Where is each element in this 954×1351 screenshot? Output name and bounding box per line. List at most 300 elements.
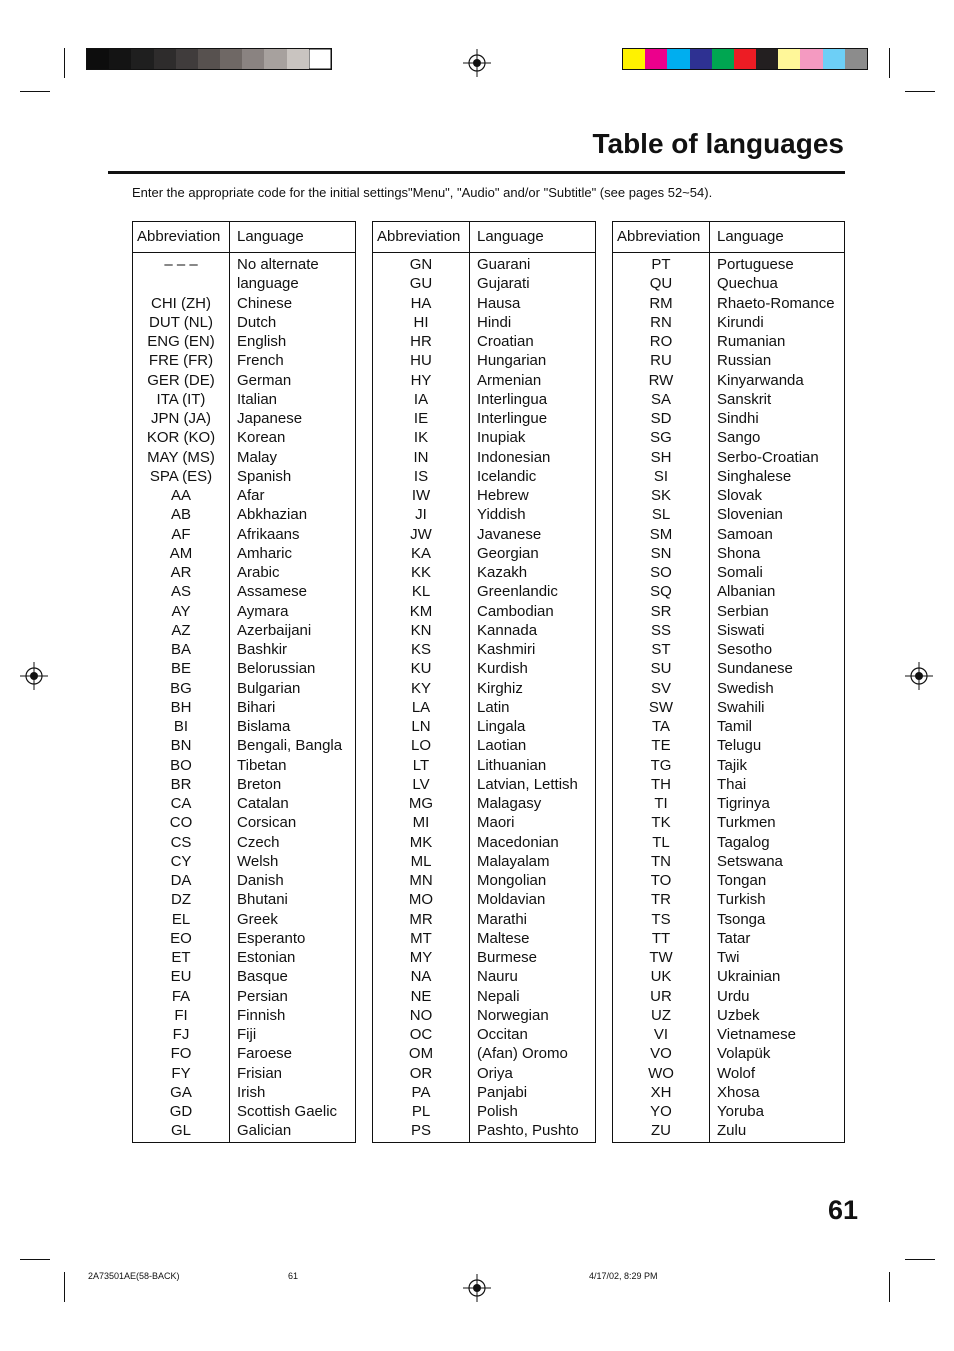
abbreviation-cell: SG	[650, 429, 672, 447]
abbreviation-cell: OM	[408, 1045, 434, 1063]
abbreviation-cell: EO	[170, 929, 192, 947]
abbreviation-cell: RM	[649, 294, 673, 312]
abbreviation-cell: DA	[170, 872, 192, 889]
table-row	[613, 1044, 844, 1063]
language-cell: Tagalog	[717, 833, 770, 851]
table-body	[613, 255, 844, 1141]
crop-mark	[20, 1259, 50, 1260]
table-row	[373, 602, 595, 621]
abbreviation-cell: PA	[411, 1083, 431, 1101]
language-cell: Lithuanian	[477, 756, 547, 774]
abbreviation-cell: LO	[410, 737, 431, 755]
abbreviation-cell: SPA (ES)	[149, 467, 213, 485]
table-row	[613, 987, 844, 1006]
language-cell: Faroese	[237, 1045, 293, 1063]
footer-job-id: 2A73501AE(58-BACK)	[88, 1271, 180, 1281]
table-body	[133, 255, 355, 1141]
language-cell: Interlingua	[477, 390, 548, 408]
table-row	[133, 640, 355, 659]
abbreviation-cell: AY	[171, 602, 191, 620]
table-row	[613, 775, 844, 794]
table-row	[133, 428, 355, 447]
color-swatch	[623, 49, 645, 69]
abbreviation-cell: BI	[173, 718, 189, 735]
table-row	[613, 486, 844, 505]
table-row	[613, 505, 844, 524]
language-cell: Wolof	[717, 1064, 756, 1082]
abbreviation-cell: HA	[410, 294, 432, 312]
registration-mark-icon	[905, 662, 933, 690]
language-cell: Afar	[237, 487, 265, 504]
table-row	[613, 1083, 844, 1102]
abbreviation-cell: SI	[653, 467, 669, 485]
abbreviation-cell: BO	[170, 756, 192, 774]
table-row	[133, 871, 355, 890]
abbreviation-cell: CS	[170, 833, 192, 851]
abbreviation-cell: XH	[650, 1083, 672, 1101]
table-row	[133, 794, 355, 813]
language-cell: Japanese	[237, 410, 303, 427]
cmyk-color-bar	[622, 48, 868, 70]
table-row	[373, 679, 595, 698]
language-cell: Singhalese	[717, 467, 792, 485]
crop-mark	[889, 48, 890, 78]
table-row	[613, 428, 844, 447]
language-cell: Chinese	[237, 294, 293, 312]
table-row	[133, 698, 355, 717]
crop-mark	[64, 48, 65, 78]
abbreviation-cell: DUT (NL)	[149, 313, 213, 331]
abbreviation-cell: AA	[170, 487, 191, 504]
registration-mark-icon	[463, 1274, 491, 1302]
abbreviation-cell: EL	[171, 910, 191, 928]
language-cell: Thai	[717, 775, 747, 793]
abbreviation-cell: JW	[410, 525, 432, 543]
table-row	[613, 409, 844, 428]
table-row	[133, 813, 355, 832]
language-cell: Greek	[237, 910, 278, 928]
abbreviation-cell: SQ	[650, 583, 672, 601]
table-row	[373, 467, 595, 486]
color-swatch	[176, 49, 198, 69]
table-row	[613, 679, 844, 698]
language-cell: Tatar	[717, 929, 751, 947]
table-row	[133, 833, 355, 852]
table-row	[133, 948, 355, 967]
abbreviation-cell: IW	[411, 487, 431, 504]
language-cell: Albanian	[717, 583, 776, 601]
language-cell: Yiddish	[477, 506, 526, 524]
table-row	[133, 1121, 355, 1140]
table-row	[133, 313, 355, 332]
header-abbreviation: Abbreviation	[617, 228, 701, 245]
language-cell: Polish	[477, 1103, 518, 1120]
table-row	[613, 852, 844, 871]
abbreviation-cell: RU	[650, 352, 672, 370]
table-row	[613, 332, 844, 351]
language-cell: Cambodian	[477, 602, 554, 620]
grayscale-color-bar	[86, 48, 332, 70]
abbreviation-cell: LA	[411, 698, 431, 716]
table-row	[133, 852, 355, 871]
language-cell: Tajik	[717, 756, 748, 774]
table-row	[613, 756, 844, 775]
table-row	[373, 640, 595, 659]
abbreviation-cell: EU	[170, 968, 192, 986]
language-cell: Portuguese	[717, 256, 794, 273]
table-row	[613, 467, 844, 486]
abbreviation-cell: KOR (KO)	[146, 429, 216, 447]
language-cell: Norwegian	[477, 1006, 549, 1024]
abbreviation-cell: BH	[170, 698, 192, 716]
abbreviation-cell: JPN (JA)	[151, 410, 211, 427]
abbreviation-cell: UZ	[651, 1006, 671, 1024]
abbreviation-cell: RN	[650, 313, 672, 331]
table-row	[613, 967, 844, 986]
language-cell: Yoruba	[717, 1103, 764, 1120]
table-row	[133, 736, 355, 755]
table-row	[133, 486, 355, 505]
language-cell: Pashto, Pushto	[477, 1122, 579, 1140]
table-row	[373, 332, 595, 351]
abbreviation-cell: JI	[415, 506, 427, 524]
color-swatch	[845, 49, 867, 69]
registration-mark-icon	[20, 662, 48, 690]
abbreviation-cell: HR	[410, 333, 432, 350]
abbreviation-cell: GU	[409, 275, 433, 293]
abbreviation-cell: BN	[170, 737, 192, 755]
abbreviation-cell: TH	[651, 775, 671, 793]
abbreviation-cell: CA	[170, 795, 192, 812]
abbreviation-cell: MT	[410, 929, 432, 947]
color-swatch	[823, 49, 845, 69]
abbreviation-cell: CY	[170, 852, 192, 870]
abbreviation-cell: KL	[411, 583, 431, 601]
table-row	[373, 698, 595, 717]
abbreviation-cell: WO	[648, 1064, 674, 1082]
language-cell: Setswana	[717, 852, 783, 870]
header-language: Language	[237, 228, 304, 245]
table-row	[133, 621, 355, 640]
table-row	[373, 294, 595, 313]
table-row	[133, 563, 355, 582]
table-row	[373, 987, 595, 1006]
table-row	[613, 794, 844, 813]
table-row	[613, 255, 844, 274]
language-cell: Javanese	[477, 525, 542, 543]
table-body	[373, 255, 595, 1141]
language-cell: Estonian	[237, 949, 296, 966]
table-row	[133, 505, 355, 524]
table-row	[613, 640, 844, 659]
language-cell: Latvian, Lettish	[477, 775, 578, 793]
table-row	[133, 371, 355, 390]
registration-mark-icon	[463, 49, 491, 77]
table-row	[133, 1025, 355, 1044]
color-swatch	[109, 49, 131, 69]
abbreviation-cell: MG	[408, 795, 434, 812]
abbreviation-cell: TR	[651, 891, 671, 909]
language-cell: Frisian	[237, 1064, 283, 1082]
language-cell: Rhaeto-Romance	[717, 294, 835, 312]
abbreviation-cell: GL	[170, 1122, 191, 1140]
abbreviation-cell: NO	[409, 1006, 433, 1024]
abbreviation-cell: ET	[171, 949, 191, 966]
abbreviation-cell: FY	[171, 1064, 191, 1082]
table-row	[133, 467, 355, 486]
table-row	[613, 1025, 844, 1044]
language-cell: Uzbek	[717, 1006, 760, 1024]
title-rule	[108, 171, 845, 174]
abbreviation-cell: LV	[412, 775, 430, 793]
abbreviation-cell: GA	[170, 1083, 192, 1101]
table-row	[373, 1044, 595, 1063]
abbreviation-cell: AM	[169, 544, 193, 562]
color-swatch	[645, 49, 667, 69]
language-cell: Welsh	[237, 852, 279, 870]
color-swatch	[87, 49, 109, 69]
table-row	[373, 813, 595, 832]
language-cell: Hungarian	[477, 352, 547, 370]
table-row	[613, 717, 844, 736]
abbreviation-cell: HI	[413, 313, 429, 331]
table-row	[133, 448, 355, 467]
abbreviation-cell: GD	[169, 1103, 193, 1120]
language-cell: Indonesian	[477, 448, 551, 466]
language-cell: Mongolian	[477, 872, 547, 889]
abbreviation-cell: TK	[651, 814, 671, 832]
table-row	[613, 659, 844, 678]
table-row	[373, 890, 595, 909]
abbreviation-cell: UR	[650, 987, 672, 1005]
table-row	[373, 1121, 595, 1140]
table-row	[613, 621, 844, 640]
abbreviation-cell: TO	[650, 872, 672, 889]
language-cell: Abkhazian	[237, 506, 308, 524]
language-cell: Bihari	[237, 698, 276, 716]
abbreviation-cell: QU	[649, 275, 673, 293]
abbreviation-cell: NE	[410, 987, 432, 1005]
intro-text: Enter the appropriate code for the initial settings"Menu", "Audio" and/or "Subtitle" (see pages 52~54).	[132, 185, 713, 200]
abbreviation-cell: IS	[413, 467, 429, 485]
table-row	[373, 756, 595, 775]
table-row	[373, 833, 595, 852]
language-cell: Vietnamese	[717, 1026, 796, 1043]
table-row	[373, 1102, 595, 1121]
language-cell: Dutch	[237, 313, 277, 331]
language-cell: Kannada	[477, 621, 538, 639]
language-cell: Corsican	[237, 814, 297, 832]
table-row	[613, 833, 844, 852]
table-row	[613, 544, 844, 563]
page-number: 61	[827, 1195, 858, 1225]
language-cell: Tibetan	[237, 756, 287, 774]
table-row	[133, 717, 355, 736]
abbreviation-cell: NA	[410, 968, 432, 986]
table-row	[373, 659, 595, 678]
table-row	[373, 929, 595, 948]
abbreviation-cell: VO	[650, 1045, 672, 1063]
language-cell: Burmese	[477, 949, 538, 966]
abbreviation-cell: LT	[412, 756, 430, 774]
language-cell: Xhosa	[717, 1083, 760, 1101]
language-cell: Kazakh	[477, 564, 528, 581]
table-row	[613, 1006, 844, 1025]
crop-mark	[20, 91, 50, 92]
language-cell: Somali	[717, 564, 763, 581]
table-row	[133, 351, 355, 370]
abbreviation-cell: OC	[409, 1026, 433, 1043]
abbreviation-cell: DZ	[171, 891, 191, 909]
abbreviation-cell: FRE (FR)	[148, 352, 214, 370]
abbreviation-cell: TW	[649, 949, 673, 966]
abbreviation-cell: YO	[650, 1103, 672, 1120]
color-swatch	[800, 49, 822, 69]
table-row	[373, 910, 595, 929]
abbreviation-cell: PT	[651, 256, 671, 273]
language-cell: Finnish	[237, 1006, 286, 1024]
language-cell: Fiji	[237, 1026, 257, 1043]
abbreviation-cell: MAY (MS)	[147, 448, 215, 466]
language-cell: Danish	[237, 872, 284, 889]
language-cell: Persian	[237, 987, 288, 1005]
table-header	[613, 222, 844, 253]
table-row	[613, 871, 844, 890]
abbreviation-cell: TG	[650, 756, 672, 774]
table-row	[133, 1083, 355, 1102]
table-row	[373, 486, 595, 505]
language-cell: Volapük	[717, 1045, 771, 1063]
abbreviation-cell: FI	[174, 1006, 188, 1024]
color-swatch	[220, 49, 242, 69]
abbreviation-cell: AS	[170, 583, 191, 601]
abbreviation-cell: FJ	[172, 1026, 190, 1043]
abbreviation-cell: RW	[648, 371, 674, 389]
language-cell: Kashmiri	[477, 641, 536, 658]
language-cell: Swedish	[717, 679, 774, 697]
abbreviation-cell: SK	[650, 487, 671, 504]
abbreviation-cell: MK	[409, 833, 433, 851]
language-cell: Kirghiz	[477, 679, 523, 697]
table-row	[373, 409, 595, 428]
abbreviation-cell: TL	[652, 833, 670, 851]
language-cell: Latin	[477, 698, 510, 716]
table-row	[373, 967, 595, 986]
footer-date: 4/17/02, 8:29 PM	[589, 1271, 658, 1281]
language-cell: Bislama	[237, 718, 291, 735]
language-cell: Bulgarian	[237, 679, 301, 697]
language-cell: Nepali	[477, 987, 520, 1005]
abbreviation-cell: SD	[650, 410, 672, 427]
abbreviation-cell: FO	[170, 1045, 192, 1063]
color-swatch	[154, 49, 176, 69]
abbreviation-cell: TN	[651, 852, 671, 870]
abbreviation-cell: SR	[650, 602, 672, 620]
color-swatch	[242, 49, 264, 69]
language-cell: Sindhi	[717, 410, 759, 427]
table-row	[613, 371, 844, 390]
table-row	[373, 852, 595, 871]
language-cell: Shona	[717, 544, 761, 562]
table-row	[133, 910, 355, 929]
language-cell: Malagasy	[477, 795, 542, 812]
color-swatch	[667, 49, 689, 69]
color-swatch	[309, 49, 331, 69]
language-cell: Laotian	[477, 737, 527, 755]
table-row	[373, 736, 595, 755]
table-row	[133, 1102, 355, 1121]
abbreviation-cell: BG	[170, 679, 192, 697]
language-cell: Telugu	[717, 737, 762, 755]
header-abbreviation: Abbreviation	[137, 228, 221, 245]
language-cell: Twi	[717, 949, 740, 966]
language-cell: Sundanese	[717, 660, 793, 678]
table-row	[133, 544, 355, 563]
language-cell: Catalan	[237, 795, 289, 812]
abbreviation-cell: TS	[651, 910, 671, 928]
language-cell: Oriya	[477, 1064, 513, 1082]
language-cell: Slovenian	[717, 506, 783, 524]
abbreviation-cell: CO	[169, 814, 193, 832]
language-cell: Malay	[237, 448, 278, 466]
table-row	[133, 659, 355, 678]
language-cell: Swahili	[717, 698, 765, 716]
header-language: Language	[477, 228, 544, 245]
table-row	[133, 890, 355, 909]
abbreviation-cell: AF	[171, 525, 191, 543]
crop-mark	[905, 1259, 935, 1260]
table-row	[613, 563, 844, 582]
table-row	[133, 255, 355, 274]
color-swatch	[264, 49, 286, 69]
abbreviation-cell: OR	[409, 1064, 433, 1082]
abbreviation-cell: KM	[409, 602, 433, 620]
abbreviation-cell: PS	[410, 1122, 431, 1140]
language-cell: Hindi	[477, 313, 512, 331]
language-cell: Kurdish	[477, 660, 528, 678]
table-row	[613, 910, 844, 929]
language-cell: Amharic	[237, 544, 293, 562]
table-row	[133, 294, 355, 313]
table-row	[373, 621, 595, 640]
abbreviation-cell: MI	[412, 814, 430, 832]
language-cell: Malayalam	[477, 852, 550, 870]
language-cell: Ukrainian	[717, 968, 781, 986]
language-cell: Inupiak	[477, 429, 526, 447]
abbreviation-cell: KU	[410, 660, 432, 678]
abbreviation-cell: HU	[410, 352, 432, 370]
language-cell: No alternate	[237, 256, 319, 273]
abbreviation-cell: GN	[409, 256, 433, 273]
language-cell: Sango	[717, 429, 761, 447]
abbreviation-cell: BR	[170, 775, 192, 793]
language-cell: Galician	[237, 1122, 292, 1140]
abbreviation-cell: MY	[409, 949, 433, 966]
language-cell: Assamese	[237, 583, 308, 601]
language-cell: Rumanian	[717, 333, 786, 350]
language-cell: Korean	[237, 429, 286, 447]
abbreviation-cell: TT	[651, 929, 671, 947]
abbreviation-cell: KN	[410, 621, 432, 639]
language-cell: Bengali, Bangla	[237, 737, 343, 755]
table-header	[373, 222, 595, 253]
language-cell: Georgian	[477, 544, 539, 562]
language-cell: Greenlandic	[477, 583, 558, 601]
table-row	[613, 294, 844, 313]
language-cell: Moldavian	[477, 891, 546, 909]
language-cell: Bashkir	[237, 641, 288, 658]
table-row	[613, 890, 844, 909]
